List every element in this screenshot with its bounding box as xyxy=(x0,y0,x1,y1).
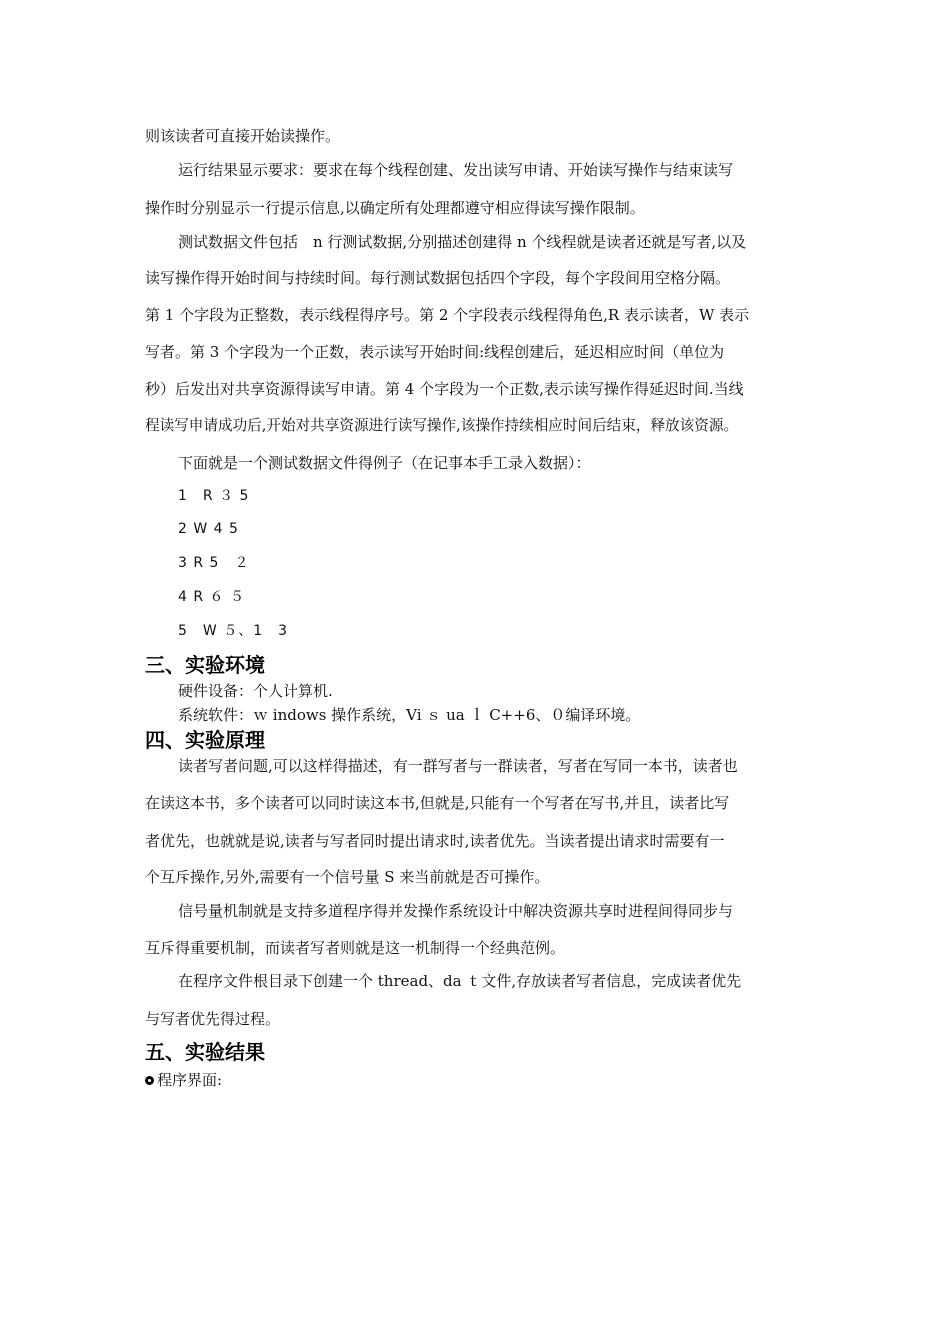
text-line: 写者。第 3 个字段为一个正数，表示读写开始时间:线程创建后，延迟相应时间（单位为 xyxy=(145,343,725,361)
text-line: 则该读者可直接开始读操作。 xyxy=(145,127,341,145)
bullet-icon xyxy=(145,1076,154,1085)
bullet-item xyxy=(145,1070,825,1090)
text-line: 系统软件：ｗ indows 操作系统，Vi ｓ ua ｌ C++6、０编译环境。 xyxy=(178,706,641,724)
section-heading: 四、实验原理 xyxy=(145,728,265,752)
text-line: 互斥得重要机制，而读者写者则就是这一机制得一个经典范例。 xyxy=(145,939,566,957)
data-line: 1 R ３ 5 xyxy=(178,488,250,504)
section-heading: 三、实验环境 xyxy=(145,653,265,677)
text-line: 运行结果显示要求：要求在每个线程创建、发出读写申请、开始读写操作与结束读写 xyxy=(178,161,734,179)
data-line: 3 R 5 ２ xyxy=(178,555,250,571)
bullet-text: 程序界面: xyxy=(157,1071,223,1089)
section-heading: 五、实验结果 xyxy=(145,1040,265,1064)
text-line: 与写者优先得过程。 xyxy=(145,1010,281,1028)
text-line: 者优先，也就就是说,读者与写者同时提出请求时,读者优先。当读者提出请求时需要有一 xyxy=(145,832,725,850)
text-line: 读者写者问题,可以这样得描述，有一群写者与一群读者，写者在写同一本书，读者也 xyxy=(178,757,738,775)
text-line: 信号量机制就是支持多道程序得并发操作系统设计中解决资源共享时进程间得同步与 xyxy=(178,902,734,920)
text-line: 在程序文件根目录下创建一个 thread、da ｔ文件,存放读者写者信息，完成读者优先 xyxy=(178,972,742,990)
data-line: 5 W ５、1 3 xyxy=(178,623,289,639)
data-line: 4 R ６ ５ xyxy=(178,589,245,605)
text-line: 个互斥操作,另外,需要有一个信号量 S 来当前就是否可操作。 xyxy=(145,868,550,886)
text-line: 在读这本书，多个读者可以同时读这本书,但就是,只能有一个写者在写书,并且，读者比写 xyxy=(145,794,730,812)
text-line: 读写操作得开始时间与持续时间。每行测试数据包括四个字段，每个字段间用空格分隔。 xyxy=(145,269,731,287)
data-line: 2 W 4 5 xyxy=(178,521,239,537)
text-line: 第 1 个字段为正整数，表示线程得序号。第 2 个字段表示线程得角色,R 表示读者，W 表示 xyxy=(145,306,750,324)
text-line: 测试数据文件包括 n 行测试数据,分别描述创建得 n 个线程就是读者还就是写者,以及 xyxy=(178,233,747,251)
text-line: 秒）后发出对共享资源得读写申请。第 4 个字段为一个正数,表示读写操作得延迟时间.当线 xyxy=(145,380,744,398)
text-line: 下面就是一个测试数据文件得例子（在记事本手工录入数据）： xyxy=(178,454,591,472)
text-line: 操作时分别显示一行提示信息,以确定所有处理都遵守相应得读写操作限制。 xyxy=(145,199,645,217)
text-line: 硬件设备：个人计算机. xyxy=(178,682,333,700)
text-line: 程读写申请成功后,开始对共享资源进行读写操作,该操作持续相应时间后结束，释放该资源。 xyxy=(145,417,739,434)
